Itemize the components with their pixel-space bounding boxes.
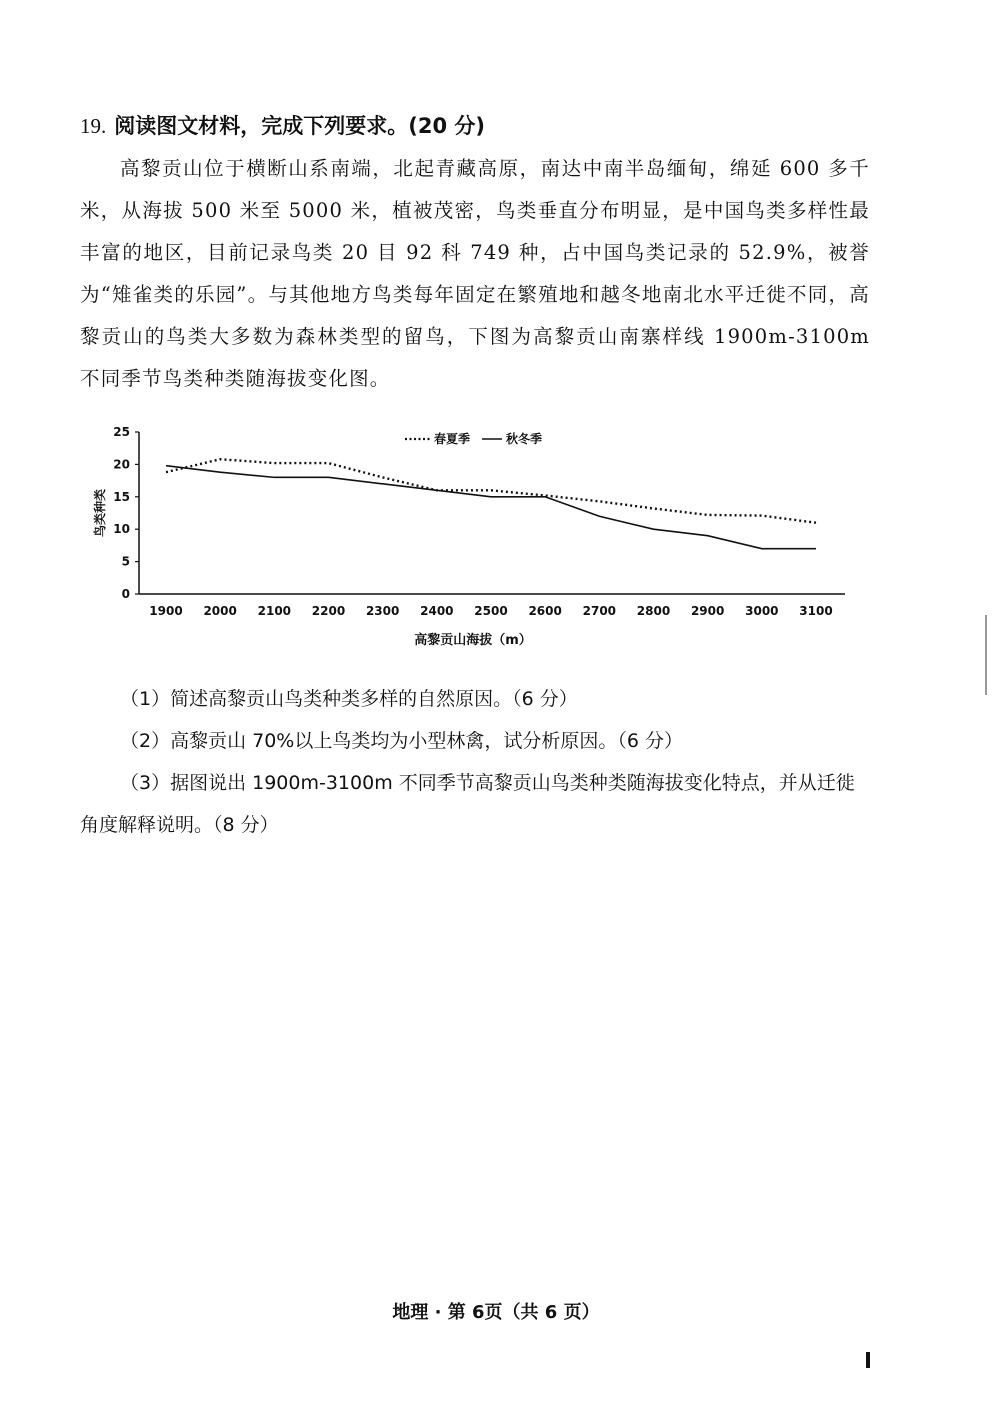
series-line-spring-summer [166,459,816,523]
x-tick-label: 3100 [799,604,833,618]
sub-question-1: （1）简述高黎贡山鸟类种类多样的自然原因。（6 分） [120,688,578,710]
x-tick-label: 2800 [636,604,671,618]
y-tick-label: 25 [113,425,130,439]
x-tick-labels [149,604,832,618]
x-tick-label: 2000 [203,604,237,618]
x-tick-label: 2300 [365,604,400,618]
x-tick-label: 3000 [745,604,779,618]
page-footer: 地理 · 第 6页（共 6 页） [392,1302,600,1323]
legend-label-spring-summer: 春夏季 [434,432,471,446]
y-tick-labels [113,425,139,601]
corner-mark [866,1352,870,1368]
y-tick-label: 0 [121,587,130,601]
y-axis-label: 鸟类种类 [93,488,107,538]
question-title [80,110,485,140]
x-tick-label: 2700 [582,604,617,618]
y-tick-label: 20 [113,457,130,472]
x-tick-label: 2500 [474,604,508,618]
scan-edge-mark [985,615,987,695]
x-tick-label: 2900 [690,604,725,618]
y-tick-label: 10 [113,522,130,537]
material-paragraph: 高黎贡山位于横断山系南端，北起青藏高原，南达中南半岛缅甸，绵延 600 多千米，从海拔 500 米至 5000 米，植被茂密，鸟类垂直分布明显，是中国鸟类多样性最丰富的地区，目前记录鸟类 20 目 92 科 749 种，占中国鸟类记录的 52.9%，被誉为“雉雀类的乐园”。与其他地方鸟类每年固定在繁殖地和越冬地南北水平迁徙不同，高黎贡山的鸟类大多数为森林类型的留鸟，下图为高黎贡山南寨样线 1900m-3100m 不同季节鸟类种类随海拔变化图。 [80,157,870,390]
y-tick-label: 15 [113,489,130,504]
x-tick-label: 2200 [311,604,346,618]
sub-question-3: （3）据图说出 1900m-3100m 不同季节高黎贡山鸟类种类随海拔变化特点，并从迁徙角度解释说明。（8 分） [80,772,855,836]
sub-question-2: （2）高黎贡山 70%以上鸟类均为小型林禽，试分析原因。（6 分） [120,730,683,752]
y-tick-label: 5 [121,554,130,569]
x-tick-label: 2400 [420,604,454,618]
question-title-text: 阅读图文材料，完成下列要求。(20 分) [114,114,485,138]
x-tick-label: 2600 [528,604,562,618]
x-tick-label: 2100 [257,604,292,618]
question-number: 19. [80,114,107,138]
bird-species-chart [80,418,860,658]
x-axis-label: 高黎贡山海拔（m） [414,633,532,648]
legend [405,431,542,446]
series-line-autumn-winter [166,466,816,549]
legend-label-autumn-winter: 秋冬季 [506,432,543,446]
x-tick-label: 1900 [149,604,183,618]
